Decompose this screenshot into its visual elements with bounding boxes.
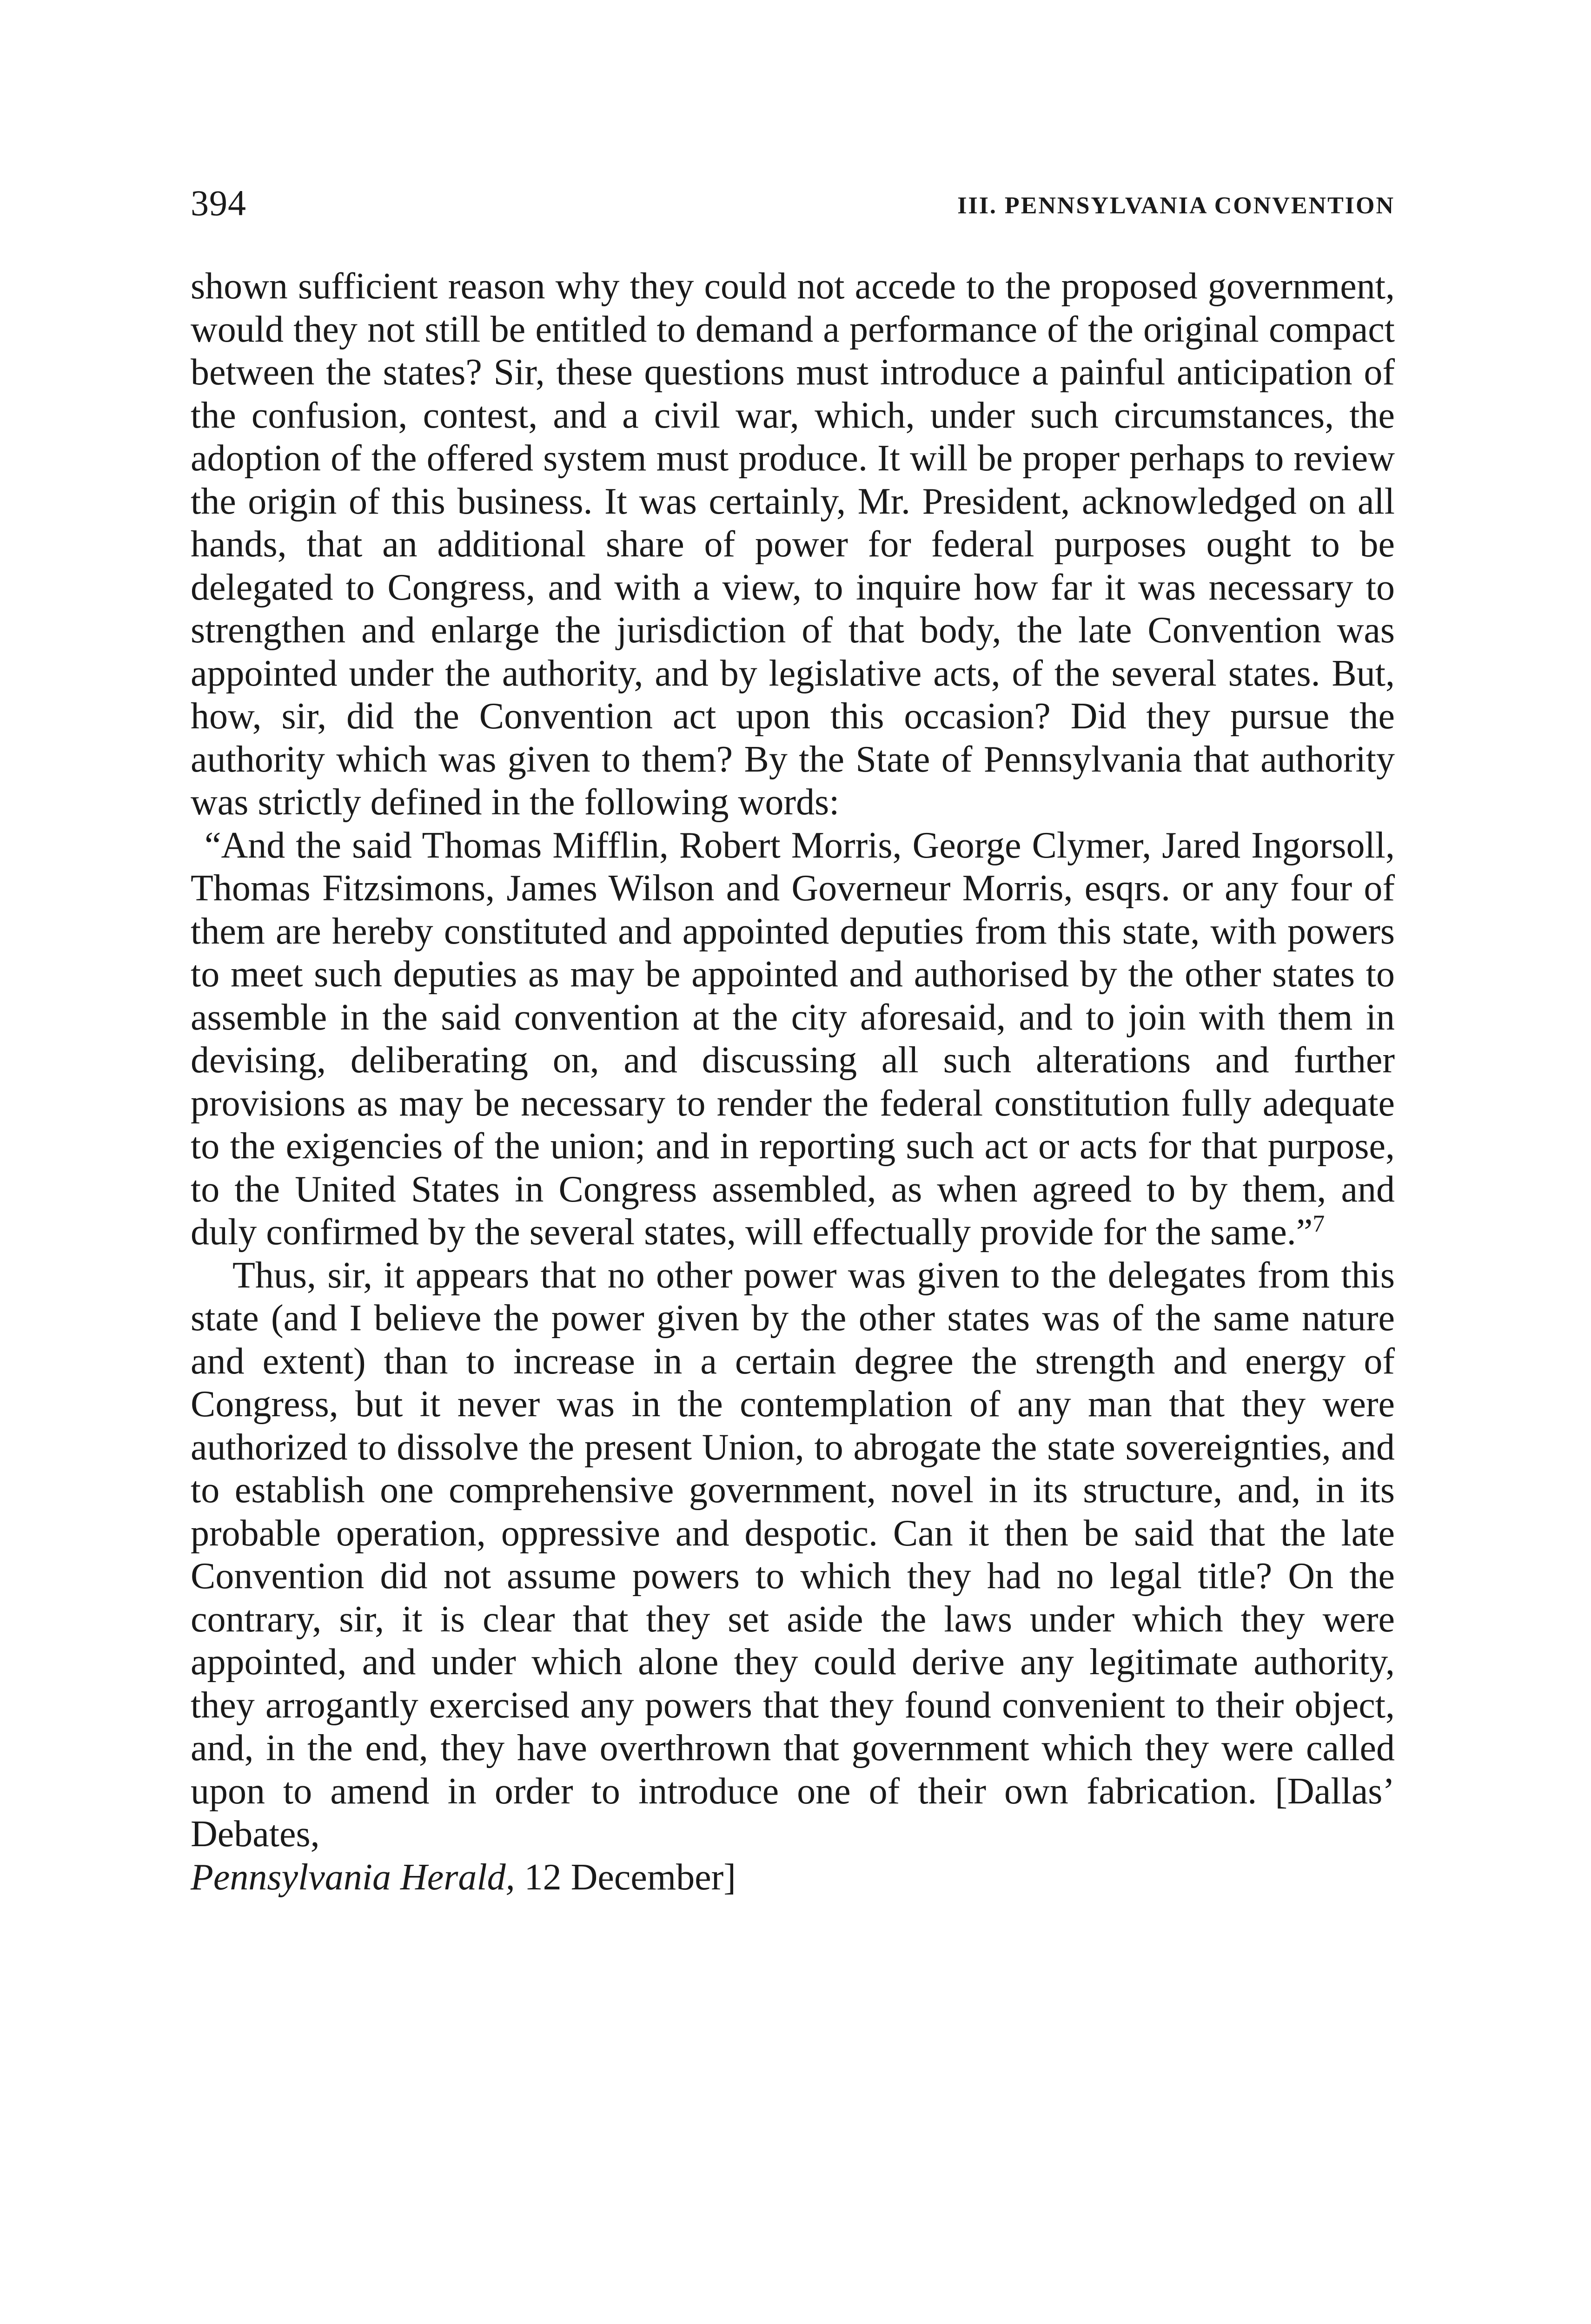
quote-text: “And the said Thomas Mifflin, Robert Morris, George Clymer, Jared Ingorsoll, Thomas Fitzsimons, James Wilson and Governeur Morris, esqrs. or any four of them are hereby constituted and appointed deputies from this state, with powers to meet such deputies as may be appointed and authorised by the other states to assemble in the said convention at the city aforesaid, and to join with them in devising, deliberating on, and discussing all such alterations and further provisions as may be necessary to render the federal constitution fully adequate to the exigencies of the union; and in reporting such act or acts for that purpose, to the United States in Congress assembled, as when agreed to by them, and duly confirmed by the several states, will effectually provide for the same.” bbox=[191, 825, 1395, 1253]
source-citation bbox=[191, 1856, 1395, 1899]
paragraph-continuation: shown sufficient reason why they could not accede to the proposed government, would they not still be entitled to demand a performance of the original compact between the states? Sir, these questions must introduce a painful anticipation of the confusion, contest, and a civil war, which, under such circumstances, the adoption of the offered system must produce. It will be proper perhaps to review the origin of this business. It was certainly, Mr. President, acknowledged on all hands, that an additional share of power for federal purposes ought to be delegated to Congress, and with a view, to inquire how far it was necessary to strengthen and enlarge the jurisdiction of that body, the late Convention was appointed under the authority, and by legislative acts, of the several states. But, how, sir, did the Convention act upon this occasion? Did they pursue the authority which was given to them? By the State of Pennsylvania that authority was strictly defined in the following words: bbox=[191, 266, 1395, 823]
page-number: 394 bbox=[191, 183, 246, 223]
source-publication: Pennsylvania Herald, bbox=[191, 1856, 515, 1898]
section-title: III. PENNSYLVANIA CONVENTION bbox=[957, 192, 1395, 219]
source-date: 12 December] bbox=[515, 1856, 736, 1898]
paragraph-main bbox=[191, 1254, 1395, 1856]
block-quote bbox=[191, 824, 1395, 1254]
body-text bbox=[191, 265, 1395, 1899]
footnote-reference: 7 bbox=[1313, 1210, 1325, 1237]
source-prefix: [Dallas’ Debates, bbox=[191, 1770, 1395, 1855]
running-head bbox=[191, 182, 1395, 224]
paragraph-text: Thus, sir, it appears that no other power was given to the delegates from this state (and I believe the power given by the other states was of the same nature and extent) than to increase in a certain degree the strength and energy of Congress, but it never was in the contemplation of any man that they were authorized to dissolve the present Union, to abrogate the state sovereignties, and to establish one comprehensive government, novel in its structure, and, in its probable operation, oppressive and despotic. Can it then be said that the late Convention did not assume powers to which they had no legal title? On the contrary, sir, it is clear that they set aside the laws under which they were appointed, and under which alone they could derive any legitimate authority, they arrogantly exercised any powers that they found convenient to their object, and, in the end, they have overthrown that government which they were called upon to amend in order to introduce one of their own fabrication. bbox=[191, 1254, 1395, 1812]
